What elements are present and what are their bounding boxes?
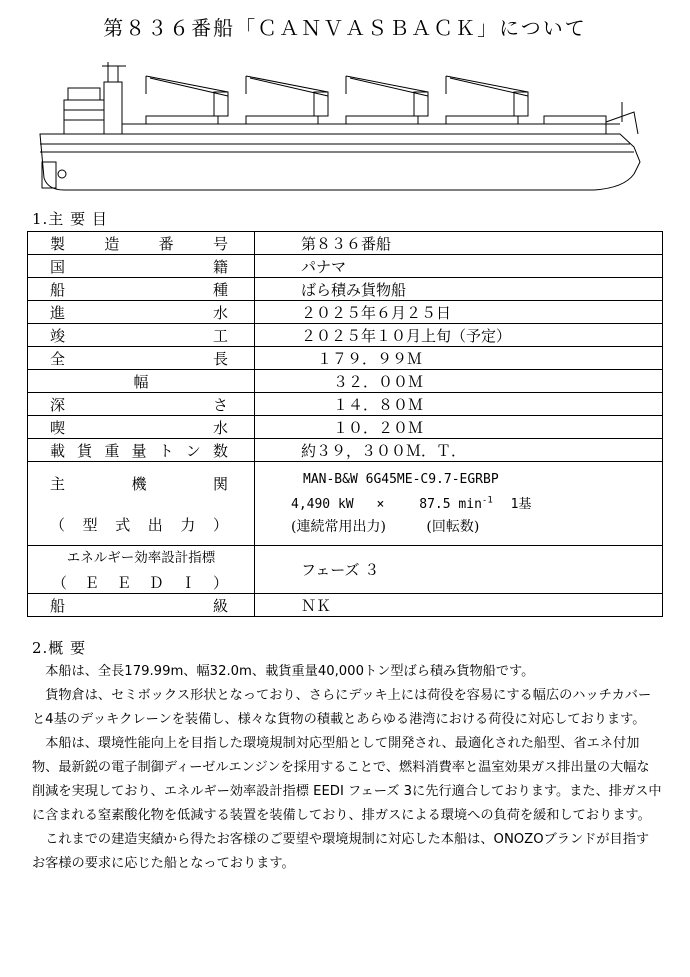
ship-hull — [40, 134, 640, 190]
ship-profile-drawing — [34, 52, 654, 202]
section-2-title: 2.概 要 — [32, 639, 87, 657]
specifications-table — [27, 231, 663, 617]
table-row: 主 機 関 （ 型 式 出 力 ） MAN-B&W 6G45ME-C9.7-EGRBP 4,490 kW × 87.5 $\min^{-1} 1$基 (連続常用出力) (回転数) — [28, 462, 663, 546]
deck-crane — [146, 76, 228, 116]
deck-crane — [246, 76, 328, 116]
table-row: 製 造 番 号 第８３６番船 — [28, 232, 663, 255]
table-row: 幅 ３２．００Ｍ — [28, 370, 663, 393]
table-row: 国 籍 パナマ — [28, 255, 663, 278]
paragraph: 本船は、環境性能向上を目指した環境規制対応型船として開発され、最適化された船型、省エネ付加物、最新鋭の電子制御ディーゼルエンジンを採用することで、燃料消費率と温室効果ガス排出量の大幅な削減を実現しており、エネルギー効率設計指標 EEDI フェーズ 3に先行適合しております。また、排ガス中に含まれる窒素酸化物を低減する装置を装備しており、排ガスによる環境への負荷を緩和しております。 — [32, 736, 662, 823]
paragraph: これまでの建造実績から得たお客様のご要望や環境規制に対応した本船は、ONOZOブランドが目指すお客様の要求に応じた船となっております。 — [32, 832, 650, 871]
table-row: 進 水 ２０２５年６月２５日 — [28, 301, 663, 324]
accommodation-block — [64, 100, 104, 134]
table-row: 載 貨 重 量 ト ン 数 約３９，３００Ｍ．Ｔ． — [28, 439, 663, 462]
engine-model: MAN-B&W 6G45ME-C9.7-EGRBP — [303, 471, 499, 487]
table-row: 竣 工 ２０２５年１０月上旬（予定） — [28, 324, 663, 347]
table-row: 深 さ １４．８０Ｍ — [28, 393, 663, 416]
deck-crane — [446, 76, 528, 116]
page-title: 第８３６番船「ＣＡＮＶＡＳＢＡＣＫ」について — [103, 16, 587, 40]
paragraph: 本船は、全長179.99m、幅32.0m、載貨重量40,000トン型ばら積み貨物船です。 — [45, 664, 535, 679]
deck-crane — [346, 76, 428, 116]
table-row: 船 種 ばら積み貨物船 — [28, 278, 663, 301]
table-row: 船 級 ＮＫ — [28, 594, 663, 617]
overview-text — [32, 660, 662, 876]
section-1-title: 1.主 要 目 — [32, 210, 108, 228]
table-row: 喫 水 １０．２０Ｍ — [28, 416, 663, 439]
table-row: 全 長 １７９．９９Ｍ — [28, 347, 663, 370]
paragraph: 貨物倉は、セミボックス形状となっており、さらにデッキ上には荷役を容易にする幅広のハッチカバーと4基のデッキクレーンを装備し、様々な貨物の積載とあらゆる港湾における荷役に対応しております。 — [32, 688, 652, 727]
table-row: エネルギー効率設計指標 （ Ｅ Ｅ Ｄ Ｉ ） フェーズ ３ — [28, 546, 663, 594]
